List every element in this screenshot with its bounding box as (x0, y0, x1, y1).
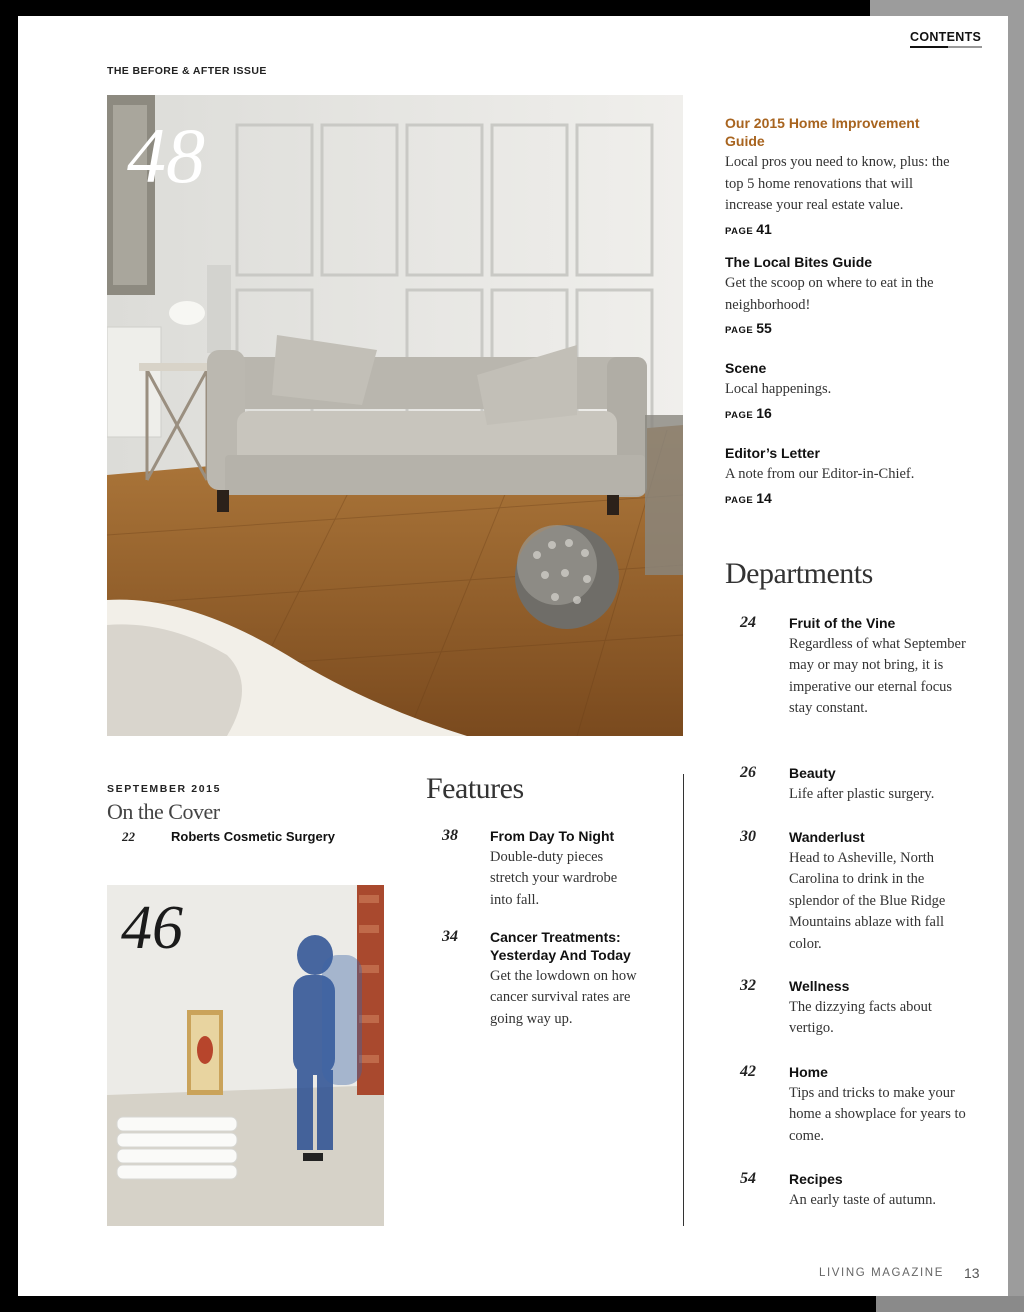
page-number: 16 (756, 404, 772, 421)
page-label: PAGE (725, 409, 754, 421)
column-divider (683, 774, 684, 1226)
page-label: PAGE (725, 225, 754, 237)
feature-title: From Day To Night (490, 828, 615, 844)
page-label: PAGE (725, 494, 754, 506)
guide-editors-letter[interactable] (725, 444, 955, 510)
departments-heading: Departments (725, 557, 873, 590)
guide-title: The Local Bites Guide (725, 254, 873, 270)
department-description: The dizzying facts about vertigo. (789, 999, 932, 1037)
issue-month: SEPTEMBER 2015 (107, 783, 222, 795)
page-number: 14 (756, 489, 772, 506)
feature-description: Get the lowdown on how cancer survival rates are going way up. (490, 968, 637, 1027)
features-heading: Features (426, 772, 524, 805)
department-description: Head to Asheville, North Carolina to drink in the splendor of the Blue Ridge Mountains ablaze with fall color. (789, 850, 946, 952)
department-title: Fruit of the Vine (789, 615, 896, 631)
top-corner-bar (870, 0, 1024, 16)
feature-title: Cancer Treatments: Yesterday And Today (490, 929, 631, 963)
department-page-number: 26 (740, 764, 756, 781)
renovation-image[interactable] (107, 885, 384, 1226)
feature-page-number: 34 (442, 928, 458, 945)
right-edge-bar (1008, 16, 1024, 1296)
guide-description: Local pros you need to know, plus: the top 5 home renovations that will increase your real estate value. (725, 154, 950, 213)
footer-magazine-name: LIVING MAGAZINE (819, 1267, 944, 1279)
guide-page-ref (725, 319, 955, 340)
bottom-corner-bar (876, 1296, 1024, 1312)
cover-page-number: 22 (122, 829, 135, 844)
page-number: 55 (756, 320, 772, 336)
hero-image-living-room[interactable] (107, 95, 683, 736)
feature-description: Double-duty pieces stretch your wardrobe into fall. (490, 849, 618, 908)
guide-local-bites[interactable] (725, 253, 955, 340)
magazine-page (18, 16, 1008, 1296)
department-page-number: 24 (740, 614, 756, 631)
section-rule (910, 46, 948, 48)
department-title: Wellness (789, 978, 850, 994)
guide-description: A note from our Editor-in-Chief. (725, 466, 915, 482)
department-description: An early taste of autumn. (789, 1192, 936, 1208)
section-label: CONTENTS (910, 30, 982, 44)
page-number: 41 (756, 220, 772, 237)
guide-scene[interactable] (725, 359, 955, 425)
department-title: Recipes (789, 1171, 843, 1187)
department-title: Beauty (789, 765, 836, 781)
department-page-number: 32 (740, 977, 756, 994)
thumb-page-number: 46 (121, 894, 183, 962)
department-description: Regardless of what September may or may not bring, it is imperative our eternal focus stay constant. (789, 636, 966, 717)
guide-home-improvement[interactable] (725, 114, 955, 241)
cover-heading: On the Cover (107, 799, 220, 824)
guide-description: Get the scoop on where to eat in the neighborhood! (725, 275, 934, 313)
page-label: PAGE (725, 325, 754, 336)
department-title: Wanderlust (789, 829, 865, 845)
department-description: Tips and tricks to make your home a showplace for years to come. (789, 1085, 966, 1144)
issue-label: THE BEFORE & AFTER ISSUE (107, 65, 267, 77)
guide-title: Scene (725, 360, 767, 376)
section-rule-gray (948, 46, 982, 48)
department-page-number: 30 (740, 828, 756, 845)
cover-story-title[interactable]: Roberts Cosmetic Surgery (171, 829, 335, 844)
guide-page-ref (725, 404, 955, 425)
feature-page-number: 38 (442, 827, 458, 844)
guide-page-ref (725, 489, 955, 510)
footer-page-number: 13 (964, 1265, 980, 1281)
hero-page-number: 48 (127, 112, 205, 199)
guide-page-ref (725, 220, 955, 241)
department-page-number: 42 (740, 1063, 756, 1080)
guide-title: Editor’s Letter (725, 445, 820, 461)
department-page-number: 54 (740, 1170, 756, 1187)
department-description: Life after plastic surgery. (789, 786, 935, 802)
guide-title: Our 2015 Home Improvement Guide (725, 115, 920, 149)
guide-description: Local happenings. (725, 381, 832, 397)
department-title: Home (789, 1064, 828, 1080)
